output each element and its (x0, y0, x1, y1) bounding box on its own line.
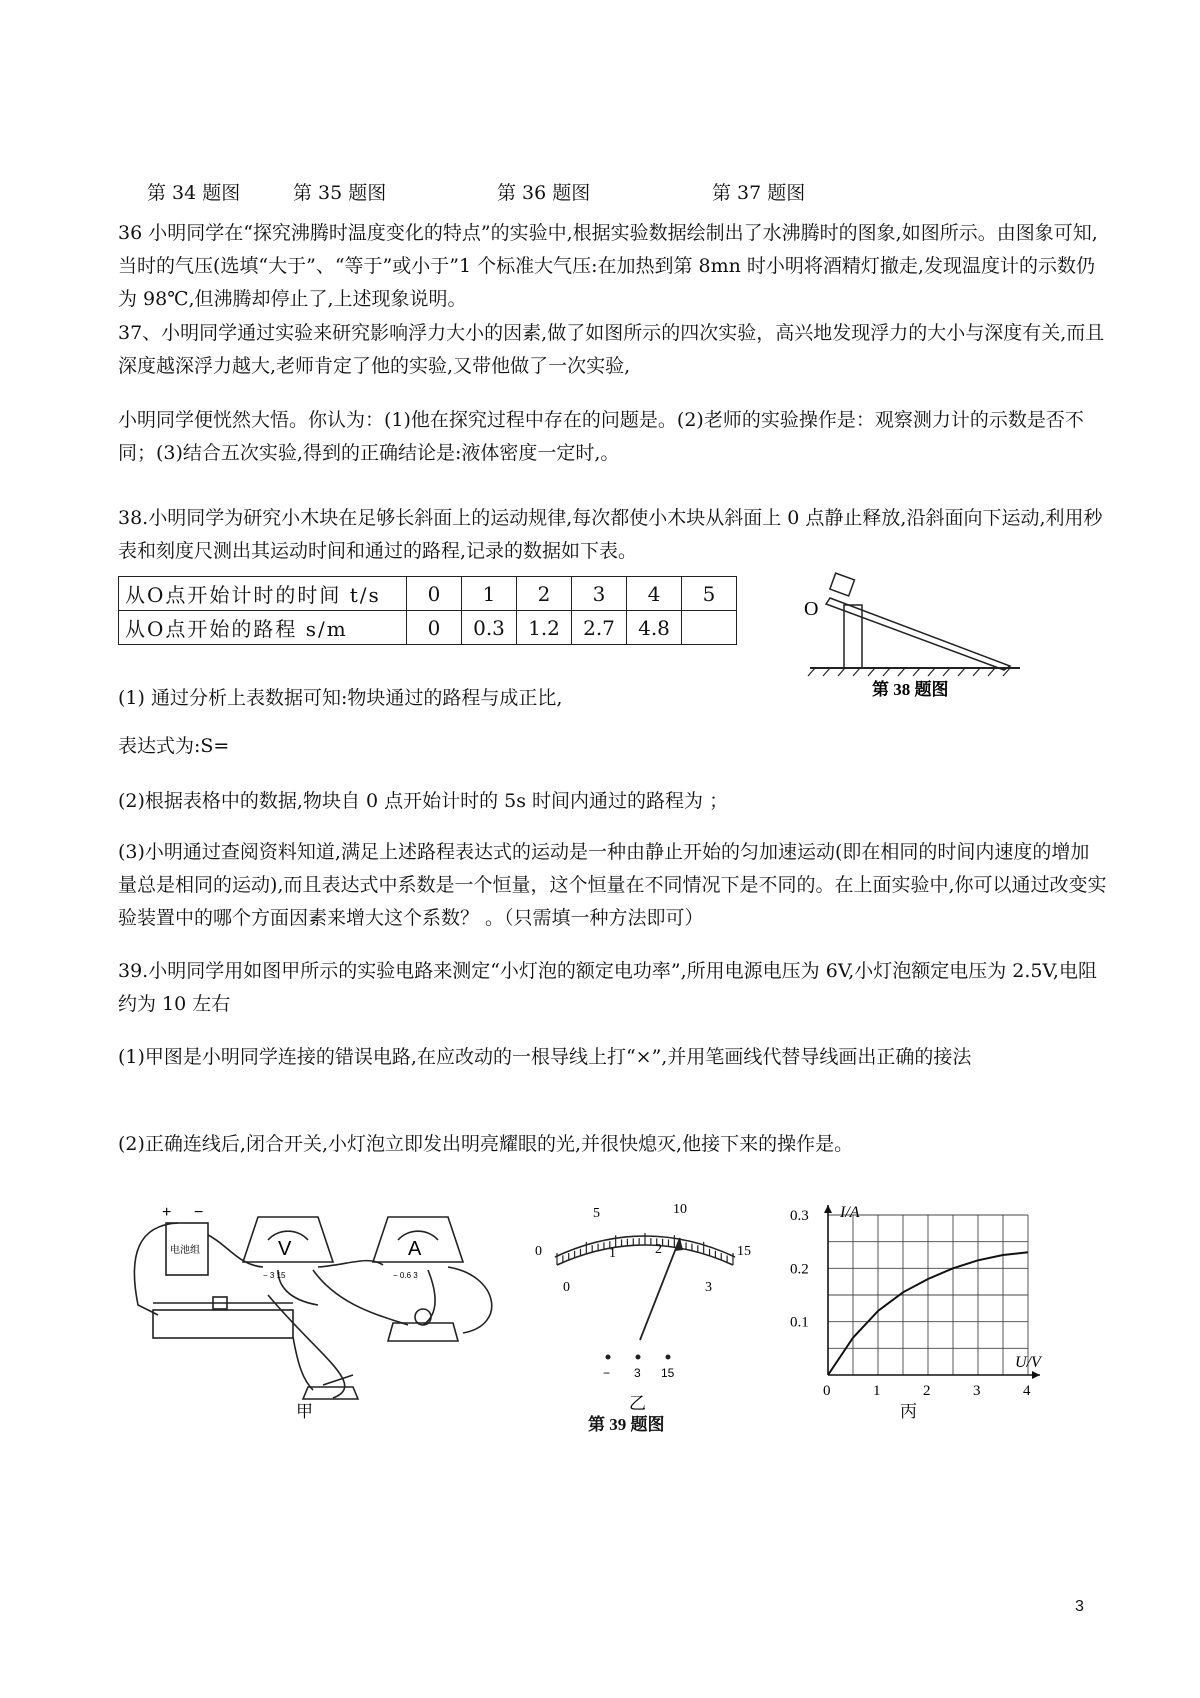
terminal-label: 3 (634, 1366, 641, 1380)
dial-bottom-label: 2 (655, 1242, 662, 1257)
voltmeter-symbol: V (278, 1238, 292, 1260)
table-cell: 0 (407, 611, 462, 645)
battery-label: 电池组 (170, 1245, 200, 1256)
y-tick-label: 0.3 (790, 1208, 809, 1224)
caption-fig36: 第 36 题图 (497, 182, 591, 204)
question-39: 39.小明同学用如图甲所示的实验电路来测定“小灯泡的额定电功率”,所用电源电压为 6V,小灯泡额定电压为 2.5V,电阻约为 10 左右 (118, 960, 1097, 1015)
question-38-part3: (3)小明通过查阅资料知道,满足上述路程表达式的运动是一种由静止开始的匀加速运动(即在相同的时间内速度的增加量总是相同的运动),而且表达式中系数是一个恒量，这个恒量在不同情况下是不同的。在上面实验中,你可以通过改变实验装置中的哪个方面因素来增大这个系数？ 。（只需填一种方法即可） (118, 841, 1107, 929)
question-37-intro: 37、小明同学通过实验来研究影响浮力大小的因素,做了如图所示的四次实验，高兴地发现浮力的大小与深度有关,而且深度越深浮力越大,老师肯定了他的实验,又带他做了一次实验, (118, 322, 1105, 377)
table-cell: 从O点开始计时的时间 t/s (119, 577, 407, 611)
dial-bottom-label: 0 (563, 1280, 570, 1295)
figure-39-graph (790, 1195, 1060, 1425)
dial-bottom-label: 1 (609, 1246, 616, 1261)
ammeter-terminals: − 0.6 3 (393, 1271, 418, 1280)
terminal-label: − (603, 1366, 611, 1380)
x-tick-label: 3 (973, 1383, 981, 1399)
terminal-label: 15 (661, 1366, 675, 1380)
y-tick-label: 0.2 (790, 1261, 809, 1278)
x-tick-label: 4 (1023, 1383, 1031, 1399)
dial-top-label: 5 (593, 1206, 600, 1221)
x-axis-label: U/V (1015, 1354, 1041, 1371)
voltmeter-terminals: − 3 15 (263, 1271, 286, 1280)
x-tick-label: 2 (923, 1383, 931, 1399)
question-39-part2: (2)正确连线后,闭合开关,小灯泡立即发出明亮耀眼的光,并很快熄灭,他接下来的操作是。 (118, 1133, 854, 1155)
label-yi: 乙 (629, 1394, 646, 1413)
table-cell: 1 (462, 577, 517, 611)
caption-fig37: 第 37 题图 (712, 182, 806, 204)
figure-39-caption: 第 39 题图 (588, 1415, 665, 1434)
battery-plus: + (162, 1204, 172, 1221)
dial-top-label: 15 (737, 1244, 751, 1259)
label-bing: 丙 (900, 1402, 917, 1421)
y-axis-label: I/A (840, 1204, 860, 1221)
caption-fig35: 第 35 题图 (293, 182, 387, 204)
dial-top-label: 0 (535, 1244, 542, 1259)
x-tick-label: 0 (823, 1383, 831, 1399)
table-cell: 从O点开始的路程 s/m (119, 611, 407, 645)
question-38: 38.小明同学为研究小木块在足够长斜面上的运动规律,每次都使小木块从斜面上 0 点静止释放,沿斜面向下运动,利用秒表和刻度尺测出其运动时间和通过的路程,记录的数据如下表。 (118, 507, 1103, 562)
table-row (119, 577, 737, 611)
figure-38-caption: 第 38 题图 (872, 680, 949, 699)
table-row (119, 611, 737, 645)
figure-39-circuit (118, 1195, 518, 1420)
question-38-part1: (1) 通过分析上表数据可知:物块通过的路程与成正比, (118, 687, 563, 709)
table-cell: 2 (517, 577, 572, 611)
table-cell: 4 (627, 577, 682, 611)
table-cell: 0.3 (462, 611, 517, 645)
table-cell: 4.8 (627, 611, 682, 645)
y-tick-label: 0.1 (790, 1314, 809, 1331)
caption-fig34: 第 34 题图 (147, 182, 241, 204)
page-number: 3 (1075, 1598, 1084, 1615)
question-37-body: 小明同学便恍然大悟。你认为：(1)他在探究过程中存在的问题是。(2)老师的实验操作是：观察测力计的示数是否不同；(3)结合五次实验,得到的正确结论是:液体密度一定时,。 (118, 409, 1084, 464)
figure-38-incline (800, 560, 1030, 700)
table-cell: 0 (407, 577, 462, 611)
ammeter-symbol: A (408, 1238, 422, 1260)
question-38-part2: (2)根据表格中的数据,物块自 0 点开始计时的 5s 时间内通过的路程为 ； (118, 790, 729, 812)
label-o: O (804, 598, 819, 620)
battery-minus: − (194, 1204, 204, 1221)
figure-39-meter (525, 1195, 765, 1420)
question-39-part1: (1)甲图是小明同学连接的错误电路,在应改动的一根导线上打“×”,并用笔画线代替导线画出正确的接法 (118, 1046, 972, 1068)
table-cell: 3 (572, 577, 627, 611)
table-cell: 2.7 (572, 611, 627, 645)
dial-bottom-label: 3 (705, 1280, 712, 1295)
question-36: 36 小明同学在“探究沸腾时温度变化的特点”的实验中,根据实验数据绘制出了水沸腾时的图象,如图所示。由图象可知,当时的气压(选填“大于”、“等于”或小于”1 个标准大气压:在加热到第 8mn 时小明将酒精灯撤走,发现温度计的示数仍为 98℃,但沸腾却停止了,上述现象说明。 (118, 222, 1098, 310)
table-cell (682, 611, 737, 645)
table-cell: 5 (682, 577, 737, 611)
label-jia: 甲 (296, 1402, 313, 1420)
table-38 (118, 576, 737, 645)
question-38-expression: 表达式为:S= (118, 735, 230, 757)
table-cell: 1.2 (517, 611, 572, 645)
dial-top-label: 10 (673, 1202, 687, 1217)
x-tick-label: 1 (873, 1383, 881, 1399)
